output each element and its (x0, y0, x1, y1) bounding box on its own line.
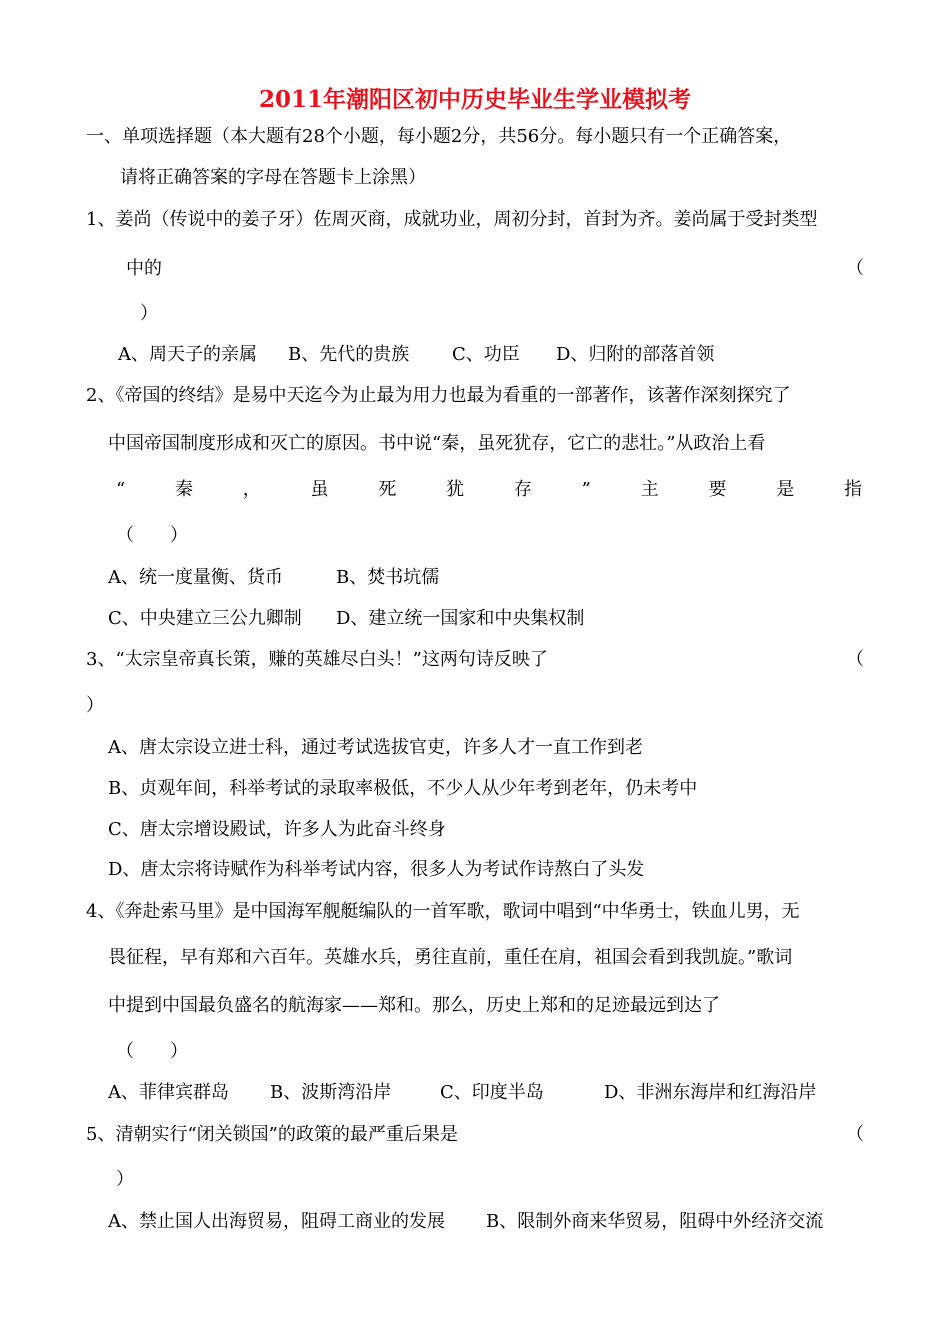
q2-char: ” (581, 479, 591, 500)
q2-char: 指 (844, 479, 862, 500)
q2-char: 要 (708, 479, 727, 500)
question-5-option-a[interactable]: A、禁止国人出海贸易，阻碍工商业的发展 (108, 1211, 445, 1232)
question-4-text-cont: 畏征程，早有郑和六百年。英雄水兵，勇往直前，重任在肩，祖国会看到我凯旋。”歌词 (108, 947, 793, 968)
question-2-option-a[interactable]: A、统一度量衡、货币 (108, 567, 283, 588)
q2-char: 主 (640, 479, 659, 500)
question-2-answer-paren: （ ） (116, 525, 188, 546)
question-4-option-a[interactable]: A、菲律宾群岛 (108, 1082, 229, 1103)
q2-char: 虽 (310, 479, 329, 500)
question-5-option-b[interactable]: B、限制外商来华贸易，阻碍中外经济交流 (486, 1211, 824, 1232)
question-3-option-c[interactable]: C、唐太宗增设殿试，许多人为此奋斗终身 (108, 819, 446, 840)
question-2-option-b[interactable]: B、焚书坑儒 (336, 567, 440, 588)
question-1-option-a[interactable]: A、周天子的亲属 (118, 344, 257, 365)
question-1-paren-open: （ (846, 258, 864, 279)
q2-char: 犹 (446, 479, 465, 500)
question-4-answer-paren: （ ） (116, 1041, 188, 1062)
page-title: 2011年潮阳区初中历史毕业生学业模拟考 (258, 86, 691, 113)
q2-char: 是 (776, 479, 795, 500)
question-2-option-c[interactable]: C、中央建立三公九卿制 (108, 608, 302, 629)
q2-char: “ (116, 479, 126, 500)
question-4-option-d[interactable]: D、非洲东海岸和红海沿岸 (604, 1082, 817, 1103)
question-2-text-cont: 中国帝国制度形成和灭亡的原因。书中说“秦，虽死犹存，它亡的悲壮。”从政治上看 (108, 433, 766, 454)
question-3-text: 3、“太宗皇帝真长策，赚的英雄尽白头！”这两句诗反映了 (86, 649, 548, 670)
question-1-text-cont: 中的 (126, 258, 162, 279)
question-4-option-b[interactable]: B、波斯湾沿岸 (270, 1082, 392, 1103)
question-3-option-b[interactable]: B、贞观年间，科举考试的录取率极低，不少人从少年考到老年，仍未考中 (108, 778, 698, 799)
question-1-text: 1、姜尚（传说中的姜子牙）佐周灭商，成就功业，周初分封，首封为齐。姜尚属于受封类型 (86, 209, 818, 230)
section-heading: 一、单项选择题（本大题有28个小题，每小题2分，共56分。每小题只有一个正确答案， (86, 126, 792, 147)
question-3-option-a[interactable]: A、唐太宗设立进士科，通过考试选拔官吏，许多人才一直工作到老 (108, 737, 643, 758)
question-3-paren-open: （ (846, 649, 864, 670)
question-1-option-d[interactable]: D、归附的部落首领 (556, 344, 715, 365)
question-1-option-b[interactable]: B、先代的贵族 (288, 344, 410, 365)
question-2-text: 2、《帝国的终结》是易中天迄今为止最为用力也最为看重的一部著作，该著作深刻探究了 (86, 385, 791, 406)
section-heading-cont: 请将正确答案的字母在答题卡上涂黑） (120, 167, 426, 188)
q2-char: 秦 (174, 479, 193, 500)
question-5-paren-open: （ (846, 1124, 864, 1145)
question-1-paren-close: ） (140, 303, 158, 324)
question-3-option-d[interactable]: D、唐太宗将诗赋作为科举考试内容，很多人为考试作诗熬白了头发 (108, 859, 645, 880)
question-4-text: 4、《奔赴索马里》是中国海军舰艇编队的一首军歌，歌词中唱到“中华勇士，铁血儿男，无 (86, 901, 800, 922)
q2-char: 死 (378, 479, 397, 500)
question-5-text: 5、清朝实行“闭关锁国”的政策的最严重后果是 (86, 1124, 458, 1145)
question-5-paren-close: ） (116, 1169, 134, 1190)
q2-char: 存 (513, 479, 532, 500)
question-4-text-cont2: 中提到中国最负盛名的航海家——郑和。那么，历史上郑和的足迹最远到达了 (108, 995, 720, 1016)
question-2-option-d[interactable]: D、建立统一国家和中央集权制 (336, 608, 585, 629)
question-2-text-justified (116, 478, 862, 502)
question-1-option-c[interactable]: C、功臣 (452, 344, 520, 365)
question-3-paren-close: ） (86, 695, 104, 716)
q2-char: ， (242, 479, 261, 500)
question-4-option-c[interactable]: C、印度半岛 (440, 1082, 544, 1103)
